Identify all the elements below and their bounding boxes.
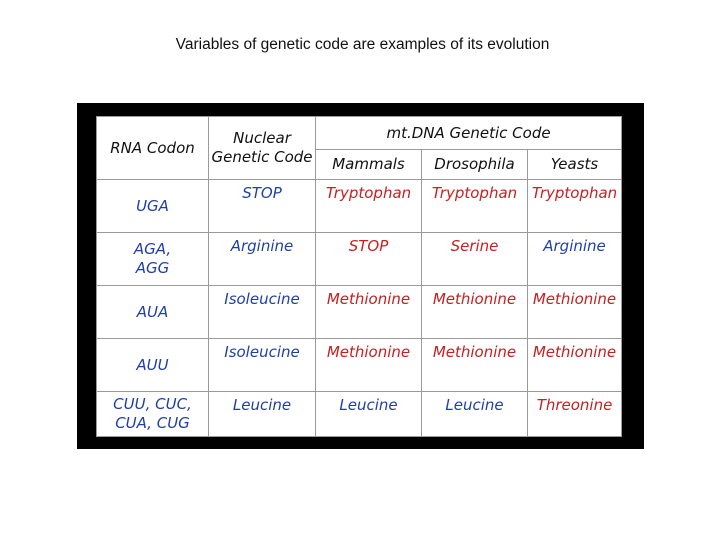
mammals-cell: STOP [316,233,422,286]
drosophila-cell: Methionine [422,286,528,339]
codon-cell [97,286,209,339]
slide-title: Variables of genetic code are examples of its evolution [175,36,550,53]
nuclear-cell: Arginine [209,233,316,286]
drosophila-cell: Methionine [422,339,528,392]
table-row [97,392,622,437]
drosophila-cell: Leucine [422,392,528,437]
header-yeasts-label: Yeasts [550,155,599,173]
drosophila-cell: Tryptophan [422,180,528,233]
header-rna-codon [97,117,209,180]
codon-cell [97,233,209,286]
yeasts-cell: Arginine [528,233,622,286]
nuclear-cell: Isoleucine [209,339,316,392]
header-nuclear-line1: Nuclear [233,129,291,147]
codon-line2: CUA, CUG [115,414,190,432]
nuclear-cell: Isoleucine [209,286,316,339]
header-mammals [316,150,422,180]
codon-line1: AUA [136,302,169,321]
mammals-cell: Leucine [316,392,422,437]
header-mt-dna-label: mt.DNA Genetic Code [386,123,551,142]
header-nuclear [209,117,316,180]
header-drosophila [422,150,528,180]
mammals-cell: Methionine [316,286,422,339]
nuclear-cell: Leucine [209,392,316,437]
nuclear-cell: STOP [209,180,316,233]
codon-line1: AUU [136,355,169,374]
yeasts-cell: Tryptophan [528,180,622,233]
table-row [97,233,622,286]
yeasts-cell: Methionine [528,339,622,392]
table-row [97,180,622,233]
codon-cell [97,180,209,233]
genetic-code-table [96,116,622,437]
mammals-cell: Tryptophan [316,180,422,233]
header-mt-dna [316,117,622,150]
codon-line2: AGG [135,259,170,277]
codon-cell [97,339,209,392]
header-rna-codon-label: RNA Codon [110,138,195,157]
codon-line1: CUU, CUC, [113,395,192,413]
yeasts-cell: Threonine [528,392,622,437]
codon-line1: AGA, [133,240,172,258]
codon-line1: UGA [136,196,169,215]
header-mammals-label: Mammals [332,155,405,173]
header-drosophila-label: Drosophila [434,155,515,173]
header-yeasts [528,150,622,180]
codon-cell [97,392,209,437]
drosophila-cell: Serine [422,233,528,286]
header-nuclear-line2: Genetic Code [211,148,313,166]
table-row [97,286,622,339]
header-row-1 [97,117,622,150]
mammals-cell: Methionine [316,339,422,392]
yeasts-cell: Methionine [528,286,622,339]
table-row [97,339,622,392]
